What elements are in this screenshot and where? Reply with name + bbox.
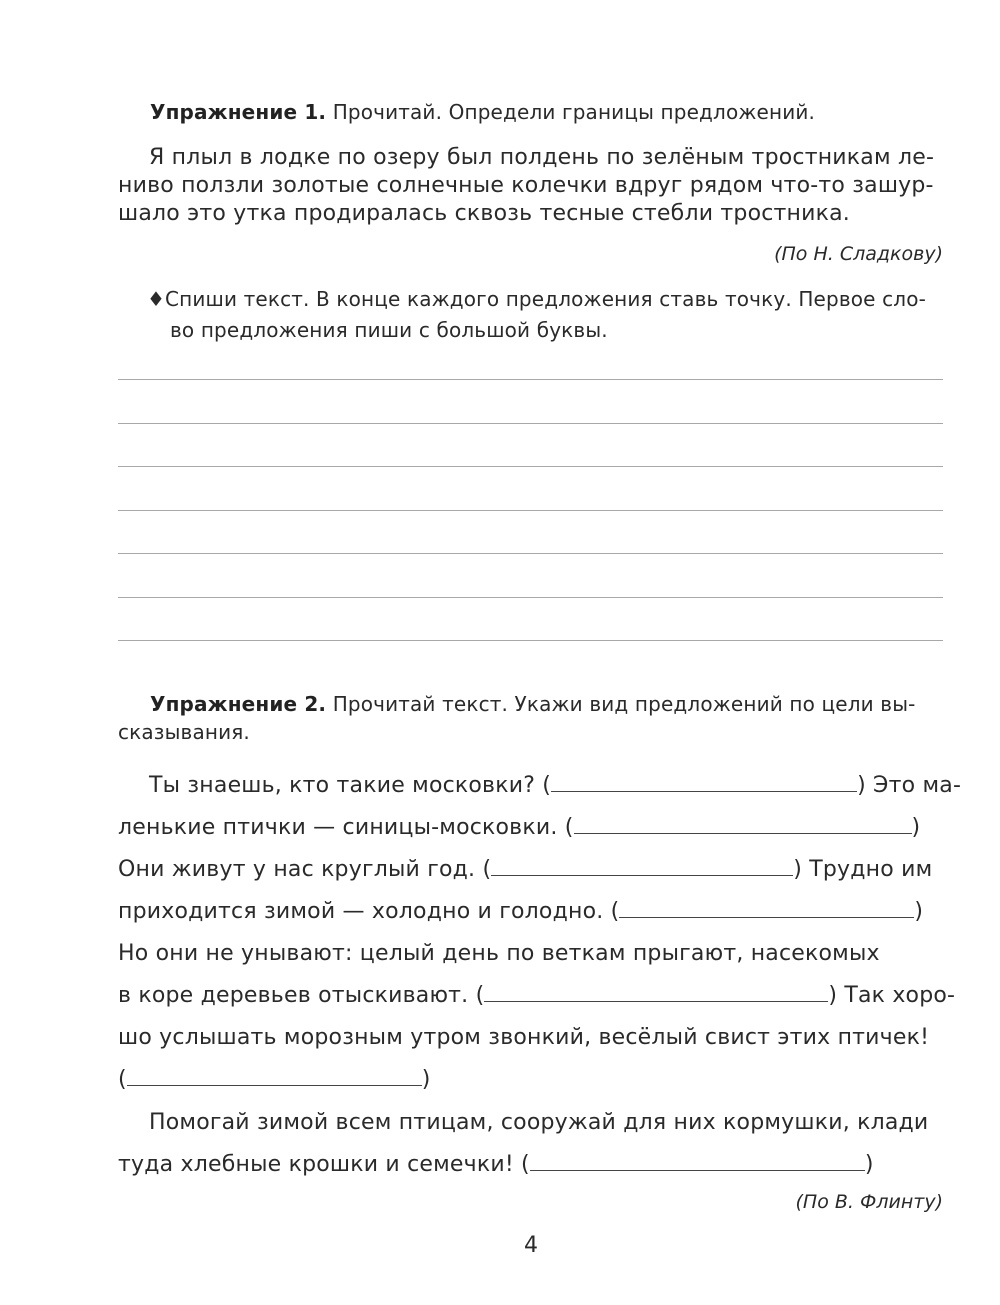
text-fragment: ) [421, 1067, 431, 1092]
exercise1-text-line: шало это утка продиралась сквозь тесные стебли тростника. [118, 201, 850, 226]
exercise1-heading [150, 100, 815, 124]
answer-blank[interactable] [551, 777, 857, 792]
exercise2-line [118, 1152, 874, 1177]
answer-blank[interactable] [574, 819, 912, 834]
page-number: 4 [524, 1233, 539, 1258]
exercise2-line [118, 899, 923, 924]
text-fragment: Ты знаешь, кто такие московки? ( [149, 773, 552, 798]
answer-blank[interactable] [127, 1071, 422, 1086]
exercise2-line [118, 815, 920, 840]
text-fragment: ленькие птички — синицы-московки. ( [118, 815, 574, 840]
text-fragment: ) [864, 1152, 874, 1177]
text-fragment: Они живут у нас круглый год. ( [118, 857, 492, 882]
answer-blank[interactable] [484, 987, 828, 1002]
text-fragment: туда хлебные крошки и семечки! ( [118, 1152, 530, 1177]
text-fragment: ) Так хоро- [828, 983, 956, 1008]
answer-blank[interactable] [491, 861, 793, 876]
exercise1-attribution: (По Н. Сладкову) [774, 243, 943, 265]
exercise2-heading [150, 692, 916, 716]
exercise2-instruction-line: сказывания. [118, 720, 250, 744]
answer-blank[interactable] [619, 903, 914, 918]
exercise2-title: Упражнение 2. [150, 692, 327, 716]
answer-blank[interactable] [530, 1156, 865, 1171]
text-fragment: ( [118, 1067, 127, 1092]
exercise1-task-line: во предложения пиши с большой буквы. [170, 318, 608, 342]
exercise2-line: Помогай зимой всем птицам, сооружай для них кормушки, клади [149, 1110, 929, 1135]
exercise1-title: Упражнение 1. [150, 100, 327, 124]
exercise2-instruction: Прочитай текст. Укажи вид предложений по цели вы- [332, 692, 916, 716]
exercise1-text-line: Я плыл в лодке по озеру был полдень по зелёным тростникам ле- [149, 145, 935, 170]
exercise2-line [118, 983, 955, 1008]
exercise2-line [118, 857, 932, 882]
exercise1-task-line [147, 287, 926, 311]
writing-line[interactable] [118, 640, 943, 641]
text-fragment: приходится зимой — холодно и голодно. ( [118, 899, 620, 924]
exercise1-instruction: Прочитай. Определи границы предложений. [332, 100, 816, 124]
text-fragment: ) Трудно им [793, 857, 933, 882]
text-fragment: в коре деревьев отыскивают. ( [118, 983, 485, 1008]
exercise2-line [149, 773, 961, 798]
diamond-bullet-icon: ♦ [147, 287, 166, 311]
exercise1-text-line: ниво ползли золотые солнечные колечки вдруг рядом что-то зашур- [118, 173, 934, 198]
text-fragment: ) [914, 899, 924, 924]
text-fragment: ) Это ма- [857, 773, 962, 798]
exercise2-attribution: (По В. Флинту) [795, 1191, 943, 1213]
writing-line[interactable] [118, 553, 943, 554]
text-fragment: ) [911, 815, 921, 840]
writing-line[interactable] [118, 510, 943, 511]
writing-line[interactable] [118, 379, 943, 380]
writing-line[interactable] [118, 466, 943, 467]
writing-line[interactable] [118, 423, 943, 424]
exercise1-task-text: Спиши текст. В конце каждого предложения ставь точку. Первое сло- [165, 287, 926, 311]
exercise2-line: шо услышать морозным утром звонкий, весёлый свист этих птичек! [118, 1025, 930, 1050]
exercise2-line [118, 1067, 431, 1092]
exercise2-line: Но они не унывают: целый день по веткам прыгают, насекомых [118, 941, 880, 966]
writing-line[interactable] [118, 597, 943, 598]
